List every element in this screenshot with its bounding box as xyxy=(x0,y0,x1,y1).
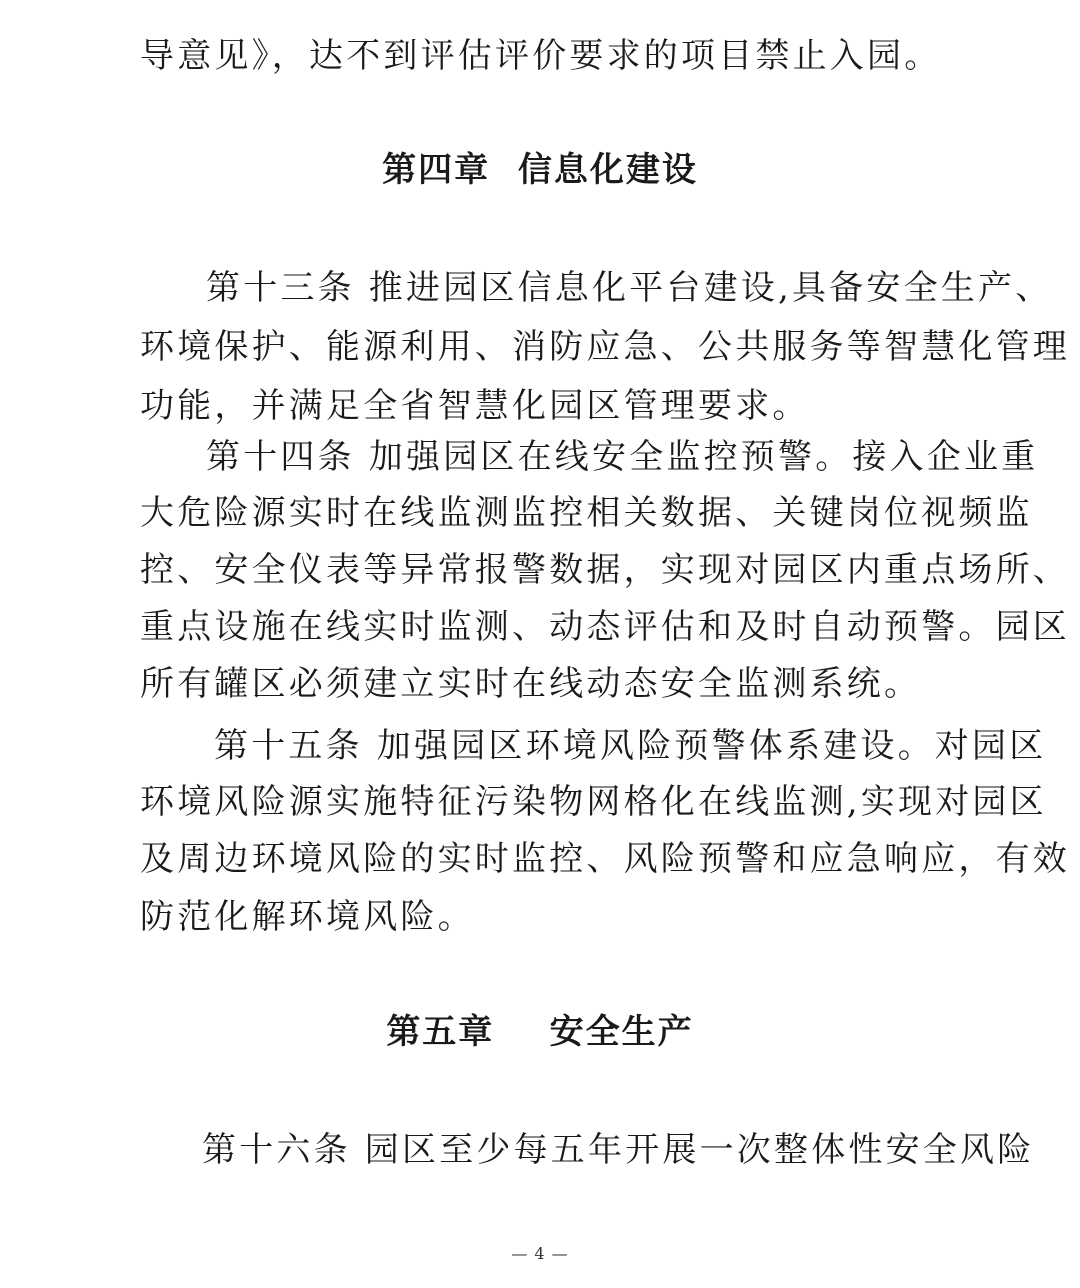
article-14-line-3: 控、安全仪表等异常报警数据，实现对园区内重点场所、 xyxy=(140,550,1070,590)
article-13-line-2: 环境保护、能源利用、消防应急、公共服务等智慧化管理 xyxy=(140,327,1070,367)
article-14-line-5: 所有罐区必须建立实时在线动态安全监测系统。 xyxy=(140,664,922,704)
article-13-line-3: 功能，并满足全省智慧化园区管理要求。 xyxy=(140,386,810,426)
article-16-line-1: 第十六条 园区至少每五年开展一次整体性安全风险 xyxy=(202,1130,1035,1170)
chapter-4-title: 第四章 信息化建设 xyxy=(382,150,698,190)
article-14-line-2: 大危险源实时在线监测监控相关数据、关键岗位视频监 xyxy=(140,493,1033,533)
article-15-line-3: 及周边环境风险的实时监控、风险预警和应急响应，有效 xyxy=(140,839,1070,879)
chapter-5-title: 第五章 安全生产 xyxy=(386,1012,694,1052)
article-13-line-1: 第十三条 推进园区信息化平台建设,具备安全生产、 xyxy=(206,268,1053,308)
page-number: — 4 — xyxy=(511,1244,569,1263)
text-line-continuation: 导意见》，达不到评估评价要求的项目禁止入园。 xyxy=(140,36,942,76)
article-15-line-2: 环境风险源实施特征污染物网格化在线监测,实现对园区 xyxy=(140,782,1047,822)
article-15-line-4: 防范化解环境风险。 xyxy=(140,897,475,937)
article-15-line-1: 第十五条 加强园区环境风险预警体系建设。对园区 xyxy=(214,726,1047,766)
article-14-line-4: 重点设施在线实时监测、动态评估和及时自动预警。园区 xyxy=(140,607,1070,647)
article-14-line-1: 第十四条 加强园区在线安全监控预警。接入企业重 xyxy=(206,437,1039,477)
